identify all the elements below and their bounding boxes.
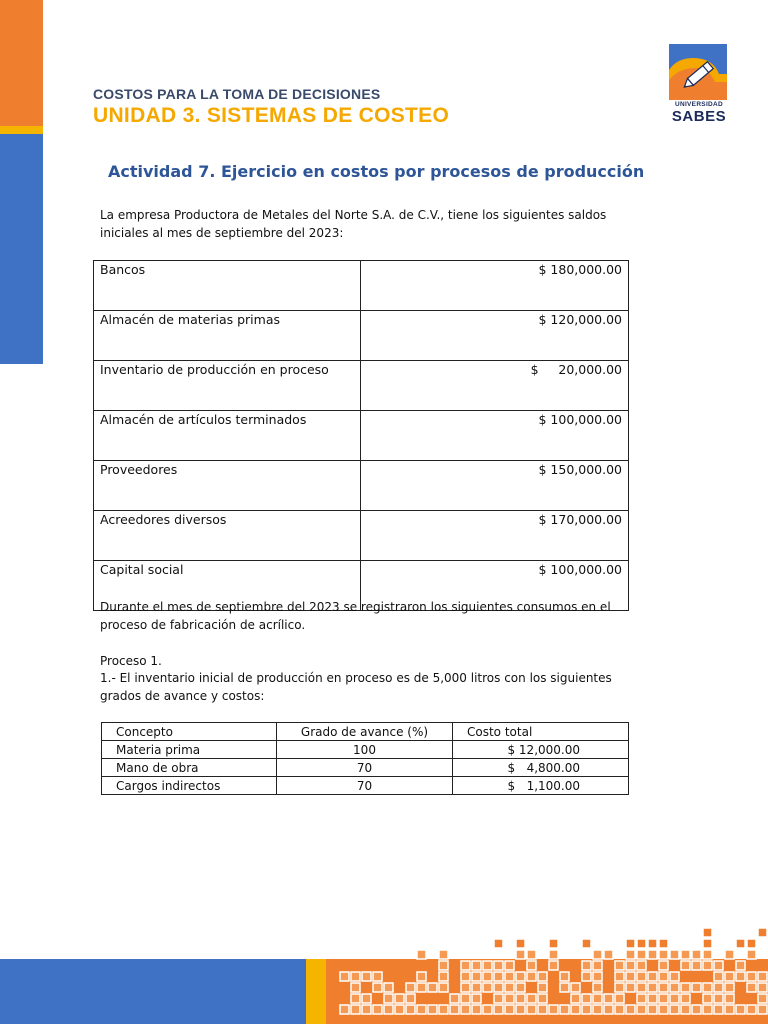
cost-table [101, 722, 629, 795]
pixel-block [351, 983, 360, 992]
account-cell: Almacén de artículos terminados [94, 411, 361, 461]
account-cell: Proveedores [94, 461, 361, 511]
amount-cell: $ 150,000.00 [361, 461, 629, 511]
pixel-block [483, 1005, 492, 1014]
pixel-block [747, 972, 756, 981]
pixel-block [637, 972, 646, 981]
pixel-block [747, 950, 756, 959]
pixel-block [560, 983, 569, 992]
left-orange-bar [0, 0, 43, 126]
pixel-block [340, 972, 349, 981]
pixel-block [648, 972, 657, 981]
pixel-block [659, 983, 668, 992]
pixel-block [351, 1005, 360, 1014]
pixel-block [417, 972, 426, 981]
pixel-block [637, 939, 646, 948]
pixel-block [362, 994, 371, 1003]
table-row [94, 311, 629, 361]
pixel-block [439, 983, 448, 992]
pixel-block [527, 961, 536, 970]
pixel-block [736, 1005, 745, 1014]
pixel-block [703, 928, 712, 937]
pixel-block [681, 1005, 690, 1014]
pixel-block [472, 983, 481, 992]
pixel-block [527, 950, 536, 959]
pixel-block [626, 961, 635, 970]
pixel-block [681, 994, 690, 1003]
pixel-block [593, 994, 602, 1003]
pixel-block [637, 950, 646, 959]
pixel-block [494, 983, 503, 992]
pixel-block [615, 994, 624, 1003]
table-row [94, 461, 629, 511]
pixel-block [714, 972, 723, 981]
pixel-block [626, 950, 635, 959]
pixel-block [494, 994, 503, 1003]
concept-cell: Cargos indirectos [102, 777, 277, 795]
pixel-block [626, 939, 635, 948]
pixel-block [703, 939, 712, 948]
account-cell: Capital social [94, 561, 361, 611]
pixel-block [461, 983, 470, 992]
pixel-block [417, 983, 426, 992]
pixel-block [505, 972, 514, 981]
pixel-block [461, 1005, 470, 1014]
pixel-block [527, 994, 536, 1003]
pixel-block [703, 983, 712, 992]
pixel-block [483, 972, 492, 981]
amount-cell: $ 180,000.00 [361, 261, 629, 311]
amount-cell: $ 120,000.00 [361, 311, 629, 361]
process-paragraph: 1.- El inventario inicial de producción en proceso es de 5,000 litros con los siguientes grados de avance y costos: [100, 671, 612, 703]
pixel-block [692, 950, 701, 959]
pixel-block [648, 939, 657, 948]
pixel-block [593, 1005, 602, 1014]
pixel-block [461, 972, 470, 981]
table-header-row [102, 723, 629, 741]
pixel-block [373, 1005, 382, 1014]
pixel-block [703, 994, 712, 1003]
pixel-block [439, 972, 448, 981]
pixel-block [736, 961, 745, 970]
pixel-block [472, 961, 481, 970]
pixel-block [483, 961, 492, 970]
pixel-block [494, 972, 503, 981]
pixel-block [516, 994, 525, 1003]
account-cell: Inventario de producción en proceso [94, 361, 361, 411]
pixel-block [648, 994, 657, 1003]
pixel-block [472, 972, 481, 981]
table-row [94, 361, 629, 411]
pixel-block [626, 1005, 635, 1014]
pixel-block [582, 1005, 591, 1014]
pixel-block [516, 950, 525, 959]
table-row [102, 759, 629, 777]
pixel-block [505, 983, 514, 992]
concept-cell: Mano de obra [102, 759, 277, 777]
progress-cell: 100 [277, 741, 453, 759]
pixel-block [527, 972, 536, 981]
pixel-block [637, 961, 646, 970]
pixel-block [549, 939, 558, 948]
unit-title: UNIDAD 3. SISTEMAS DE COSTEO [93, 104, 450, 127]
pixel-block [384, 983, 393, 992]
pixel-block [615, 983, 624, 992]
pixel-block [703, 1005, 712, 1014]
balances-table [93, 260, 629, 611]
pixel-block [439, 961, 448, 970]
pixel-block [417, 1005, 426, 1014]
account-cell: Bancos [94, 261, 361, 311]
pixel-block [615, 961, 624, 970]
table-row [94, 411, 629, 461]
pixel-block [593, 961, 602, 970]
pixel-block [384, 1005, 393, 1014]
pixel-block [593, 950, 602, 959]
column-header: Grado de avance (%) [277, 723, 453, 741]
pixel-block [659, 950, 668, 959]
pixel-block [648, 983, 657, 992]
pixel-block [516, 983, 525, 992]
pixel-block [505, 994, 514, 1003]
pixel-block [659, 972, 668, 981]
pixel-block [351, 972, 360, 981]
pixel-block [659, 994, 668, 1003]
column-header: Concepto [102, 723, 277, 741]
pixel-block [670, 983, 679, 992]
pixel-block [582, 972, 591, 981]
pixel-block [615, 972, 624, 981]
pixel-block [527, 1005, 536, 1014]
pixel-block [483, 983, 492, 992]
logo-text-universidad: UNIVERSIDAD [674, 101, 724, 108]
pixel-block [472, 1005, 481, 1014]
pixel-block [582, 961, 591, 970]
pixel-block [428, 983, 437, 992]
pencil-logo-icon [669, 44, 727, 100]
pixel-block [472, 994, 481, 1003]
pixel-block [516, 939, 525, 948]
pixel-block [560, 972, 569, 981]
pixel-block [505, 961, 514, 970]
pixel-block [406, 994, 415, 1003]
pixel-block [758, 1005, 767, 1014]
pixel-block [714, 994, 723, 1003]
pixel-block [340, 1005, 349, 1014]
logo-text-sabes: SABES [671, 108, 727, 125]
course-title: COSTOS PARA LA TOMA DE DECISIONES [93, 86, 381, 102]
amount-cell: $ 100,000.00 [361, 561, 629, 611]
table-row [102, 777, 629, 795]
pixel-block [725, 972, 734, 981]
pixel-block [714, 961, 723, 970]
pixel-block [714, 1005, 723, 1014]
pixel-block [626, 972, 635, 981]
amount-cell: $ 100,000.00 [361, 411, 629, 461]
pixel-block [560, 1005, 569, 1014]
pixel-block [758, 994, 767, 1003]
pixel-block [758, 983, 767, 992]
pixel-block [549, 1005, 558, 1014]
pixel-block [725, 950, 734, 959]
pixel-block [439, 950, 448, 959]
pixel-block [582, 939, 591, 948]
pixel-block [373, 983, 382, 992]
pixel-block [659, 961, 668, 970]
pixel-block [571, 1005, 580, 1014]
pixel-block [626, 983, 635, 992]
pixel-block [725, 983, 734, 992]
pixel-block [549, 950, 558, 959]
pixel-block [406, 1005, 415, 1014]
pixel-block [758, 972, 767, 981]
pixel-block [703, 961, 712, 970]
pixel-block [494, 1005, 503, 1014]
pixel-block [593, 972, 602, 981]
pixel-block [747, 939, 756, 948]
account-cell: Acreedores diversos [94, 511, 361, 561]
amount-cell: $ 20,000.00 [361, 361, 629, 411]
pixel-block [637, 994, 646, 1003]
pixel-block [604, 994, 613, 1003]
pixel-block [395, 994, 404, 1003]
pixel-block [637, 983, 646, 992]
pixel-block [725, 1005, 734, 1014]
concept-cell: Materia prima [102, 741, 277, 759]
pixel-block [714, 983, 723, 992]
pixel-block [538, 972, 547, 981]
pixel-block [615, 1005, 624, 1014]
pixel-block [450, 994, 459, 1003]
pixel-block [758, 928, 767, 937]
pixel-block [681, 961, 690, 970]
pixel-block [670, 994, 679, 1003]
pixel-block [703, 950, 712, 959]
pixel-block [362, 972, 371, 981]
pixel-block [439, 1005, 448, 1014]
pixel-block [692, 983, 701, 992]
pixel-block [538, 983, 547, 992]
pixel-block [417, 950, 426, 959]
pixel-block [637, 1005, 646, 1014]
table-row [102, 741, 629, 759]
amount-cell: $ 170,000.00 [361, 511, 629, 561]
pixel-block [505, 1005, 514, 1014]
cost-cell: $ 4,800.00 [453, 759, 629, 777]
progress-cell: 70 [277, 759, 453, 777]
process-label: Proceso 1. [100, 654, 162, 668]
pixel-block [516, 972, 525, 981]
intro-paragraph: La empresa Productora de Metales del Norte S.A. de C.V., tiene los siguientes saldos iniciales al mes de septiembre del 2023: [100, 208, 607, 240]
pixel-block [670, 950, 679, 959]
pixel-block [428, 1005, 437, 1014]
pixel-block [571, 994, 580, 1003]
pixel-block [582, 994, 591, 1003]
pixel-block [593, 983, 602, 992]
pixel-block [681, 983, 690, 992]
pixel-block [450, 1005, 459, 1014]
table-row [94, 261, 629, 311]
pixel-block [736, 939, 745, 948]
pixel-block [549, 961, 558, 970]
pixel-block [604, 950, 613, 959]
pixel-block [494, 961, 503, 970]
column-header: Costo total [453, 723, 629, 741]
pixel-block [538, 994, 547, 1003]
pixel-block [747, 1005, 756, 1014]
pixel-block [351, 994, 360, 1003]
pixel-block [604, 1005, 613, 1014]
pixel-block [362, 1005, 371, 1014]
account-cell: Almacén de materias primas [94, 311, 361, 361]
university-logo [667, 44, 731, 128]
consumption-paragraph: Durante el mes de septiembre del 2023 se registraron los siguientes consumos en el proceso de fabricación de acrílico. [100, 600, 611, 632]
pixel-block [681, 950, 690, 959]
activity-title: Actividad 7. Ejercicio en costos por procesos de producción [108, 162, 645, 181]
left-blue-bar [0, 134, 43, 364]
pixel-block [373, 972, 382, 981]
table-row [94, 511, 629, 561]
pixel-block [648, 1005, 657, 1014]
progress-cell: 70 [277, 777, 453, 795]
pixel-block [571, 983, 580, 992]
pixel-block [659, 939, 668, 948]
pixel-block [736, 972, 745, 981]
pixel-block [395, 1005, 404, 1014]
pixel-block [538, 1005, 547, 1014]
pixel-block [692, 1005, 701, 1014]
cost-cell: $ 12,000.00 [453, 741, 629, 759]
pixel-block [461, 961, 470, 970]
pixel-block [384, 994, 393, 1003]
pixel-block [461, 994, 470, 1003]
pixel-block [648, 950, 657, 959]
footer-decoration [0, 920, 768, 1024]
pixel-block [670, 1005, 679, 1014]
pixel-block [659, 1005, 668, 1014]
pixel-block [747, 983, 756, 992]
left-yellow-bar [0, 126, 43, 134]
pixel-block [406, 983, 415, 992]
pixel-block [692, 961, 701, 970]
pixel-block [725, 994, 734, 1003]
cost-cell: $ 1,100.00 [453, 777, 629, 795]
pixel-block [494, 939, 503, 948]
pixel-block [670, 972, 679, 981]
pixel-block [516, 1005, 525, 1014]
